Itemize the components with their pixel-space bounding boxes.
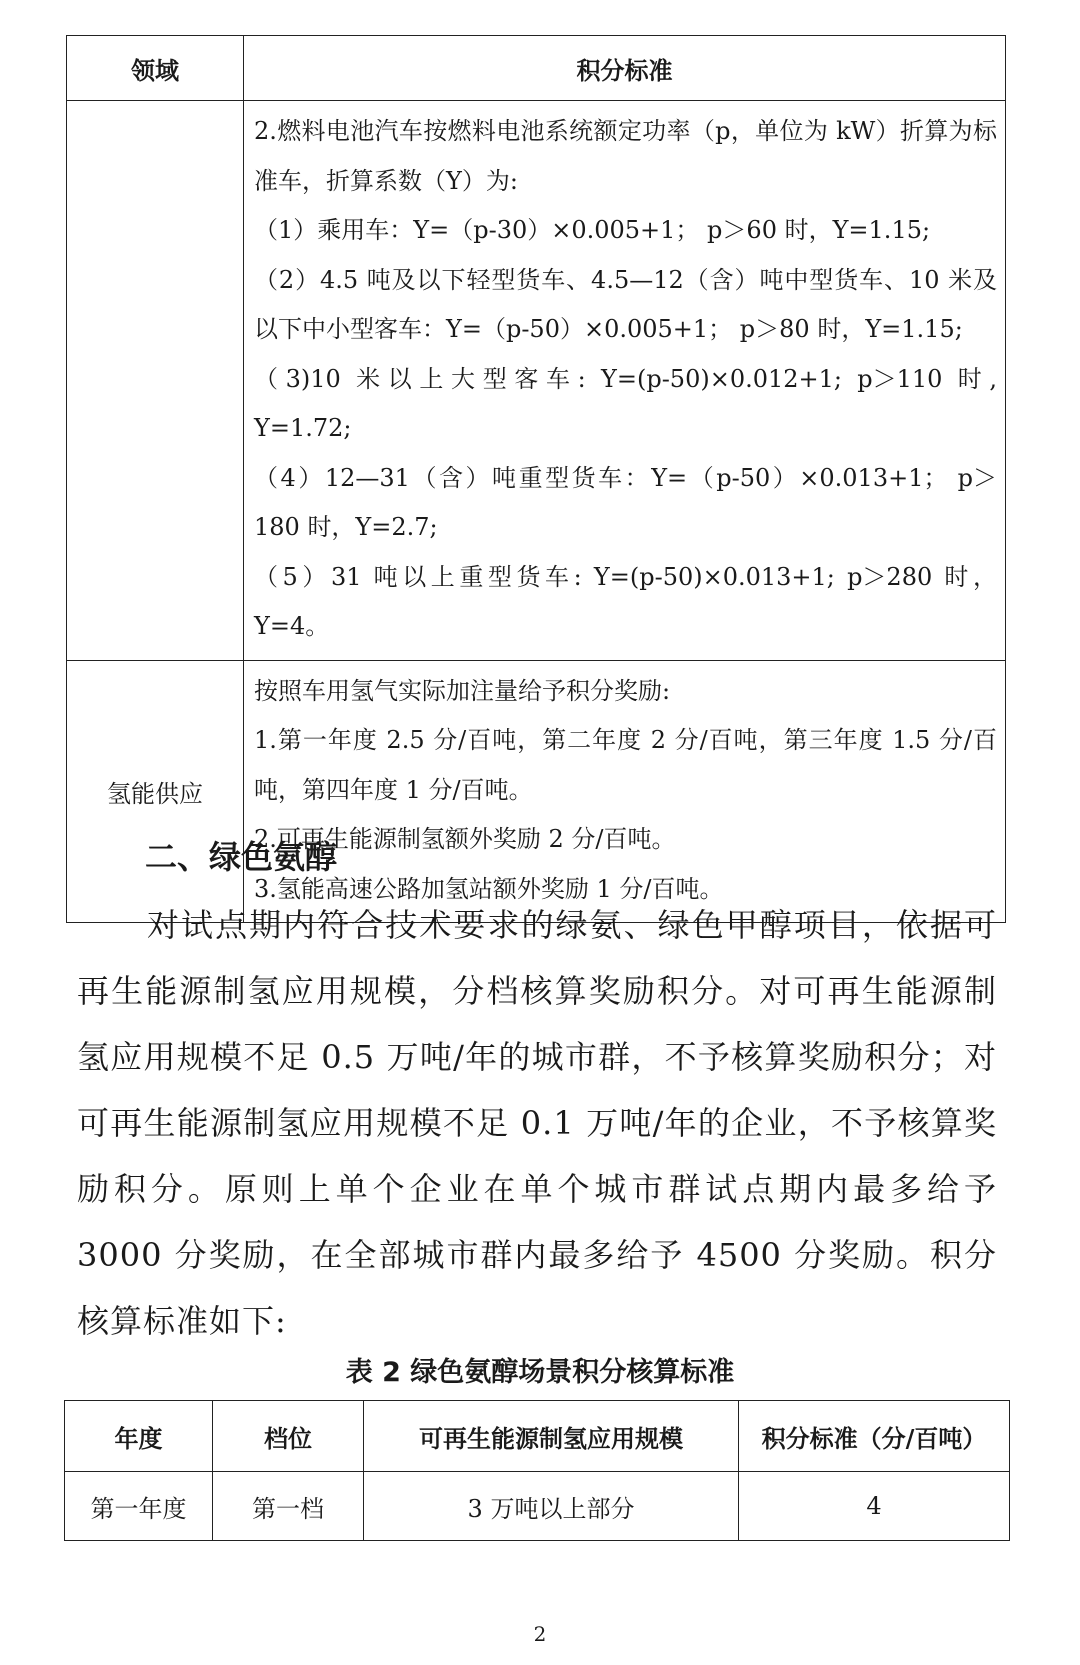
section-heading: 二、绿色氨醇 [145, 838, 338, 876]
standard-line: （5）31 吨以上重型货车: Y=(p-50)×0.013+1; p＞280 时，Y=4。 [254, 562, 997, 640]
table-row [65, 1472, 1010, 1541]
standard-cell [244, 660, 1006, 923]
table-header-row [65, 1401, 1010, 1472]
header-field: 领域 [67, 36, 244, 101]
header-scale: 可再生能源制氢应用规模 [364, 1401, 739, 1472]
cell-year: 第一年度 [65, 1472, 213, 1541]
standard-line: 2.燃料电池汽车按燃料电池系统额定功率（p，单位为 kW）折算为标准车，折算系数（Y）为: [254, 117, 997, 195]
standard-line: 3.氢能高速公路加氢站额外奖励 1 分/百吨。 [254, 874, 724, 903]
table-caption: 表 2 绿色氨醇场景积分核算标准 [345, 1357, 735, 1388]
standard-line: 2.可再生能源制氢额外奖励 2 分/百吨。 [254, 825, 676, 853]
cell-tier: 第一档 [213, 1472, 364, 1541]
header-points: 积分标准（分/百吨） [739, 1401, 1010, 1472]
table-row [67, 101, 1006, 661]
cell-scale: 3 万吨以上部分 [364, 1472, 739, 1541]
table-header-row [67, 36, 1006, 101]
table-row [67, 660, 1006, 923]
standard-line: 1.第一年度 2.5 分/百吨，第二年度 2 分/百吨，第三年度 1.5 分/百吨，第四年度 1 分/百吨。 [254, 726, 997, 804]
standard-line: （4）12—31（含）吨重型货车：Y=（p-50）×0.013+1； p＞180 时，Y=2.7; [254, 463, 997, 541]
field-cell [67, 101, 244, 661]
scoring-standards-table [66, 35, 1006, 923]
standard-line: （1）乘用车：Y=（p-30）×0.005+1； p＞60 时，Y=1.15; [254, 216, 931, 244]
standard-line: （2）4.5 吨及以下轻型货车、4.5—12（含）吨中型货车、10 米及以下中小型客车：Y=（p-50）×0.005+1； p＞80 时，Y=1.15; [254, 265, 997, 343]
section-paragraph: 对试点期内符合技术要求的绿氨、绿色甲醇项目，依据可再生能源制氢应用规模，分档核算奖励积分。对可再生能源制氢应用规模不足 0.5 万吨/年的城市群，不予核算奖励积分；对可再生能源制氢应用规模不足 0.1 万吨/年的企业，不予核算奖励积分。原则上单个企业在单个城市群试点期内最多给予 3000 分奖励，在全部城市群内最多给予 4500 分奖励。积分核算标准如下: [77, 906, 997, 1340]
field-cell: 氢能供应 [67, 660, 244, 923]
page-number: 2 [533, 1622, 547, 1646]
standard-line: 按照车用氢气实际加注量给予积分奖励: [254, 676, 671, 705]
standard-cell [244, 101, 1006, 661]
header-standard: 积分标准 [244, 36, 1006, 101]
cell-points: 4 [739, 1472, 1010, 1541]
green-ammonia-methanol-table [64, 1400, 1010, 1541]
header-year: 年度 [65, 1401, 213, 1472]
header-tier: 档位 [213, 1401, 364, 1472]
standard-line: （3)10 米以上大型客车: Y=(p-50)×0.012+1; p＞110 时, Y=1.72; [254, 364, 997, 442]
